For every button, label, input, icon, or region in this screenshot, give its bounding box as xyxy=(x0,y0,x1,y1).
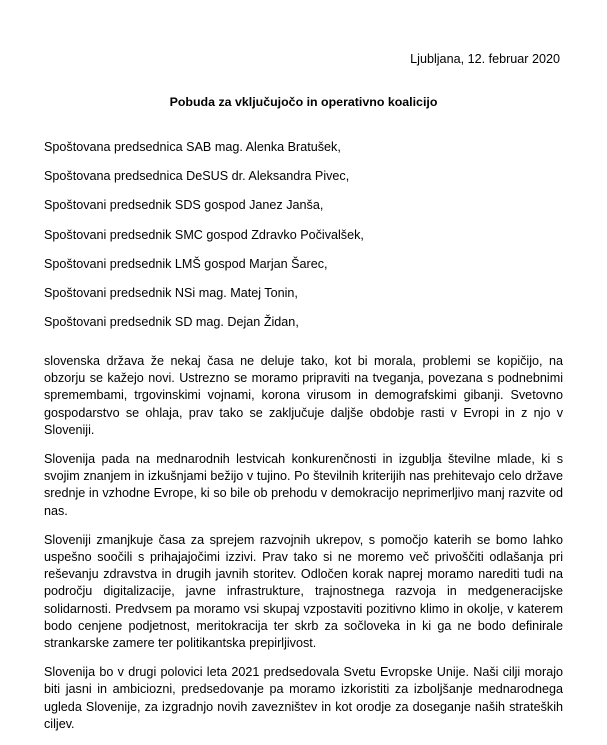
body-paragraph: slovenska država že nekaj časa ne deluje tako, kot bi morala, problemi se kopičijo, na obzorju se kažejo novi. Ustrezno se moramo pripraviti na tveganja, povezana s podnebnimi spremembami, trgovinskimi vojnami, korona virusom in demografskimi gibanji. Svetovno gospodarstvo se ohlaja, prav tako se zaključuje daljše obdobje rasti v Evropi in z njo v Sloveniji. xyxy=(44,354,563,437)
salutation-line: Spoštovani predsednik SD mag. Dejan Židan, xyxy=(44,315,299,330)
body-paragraph: Sloveniji zmanjkuje časa za sprejem razvojnih ukrepov, s pomočjo katerih se bomo lahko uspešno soočili s prihajajočimi izzivi. Prav tako si ne moremo več privoščiti odlašanja pri reševanju zdravstva in drugih javnih storitev. Odločen korak naprej moramo narediti tudi na področju digitalizacije, javne infrastrukture, trajnostnega razvoja in medgeneracijske solidarnosti. Predvsem pa moramo vsi skupaj vzpostaviti pozitivno klimo in okolje, v katerem bodo cenjene podjetnost, meritokracija ter skrb za sočloveka in ki ga ne bodo definirale strankarske zamere ter politikantska prepirljivost. xyxy=(44,532,563,651)
letter-body xyxy=(44,353,563,745)
salutation-list xyxy=(44,140,364,344)
body-paragraph: Slovenija bo v drugi polovici leta 2021 predsedovala Svetu Evropske Unije. Naši cilji morajo biti jasni in ambiciozni, predsedovanje pa moramo izkoristiti za izboljšanje mednarodnega ugleda Slovenije, za izgradnjo novih zavezništev in kot orodje za doseganje naših strateških ciljev. xyxy=(44,665,563,731)
salutation-line: Spoštovani predsednik SDS gospod Janez Janša, xyxy=(44,198,324,213)
letter-date: Ljubljana, 12. februar 2020 xyxy=(410,52,560,66)
salutation-line: Spoštovana predsednica SAB mag. Alenka Bratušek, xyxy=(44,140,341,154)
salutation-line: Spoštovani predsednik LMŠ gospod Marjan Šarec, xyxy=(44,256,328,271)
salutation-line: Spoštovani predsednik SMC gospod Zdravko Počivalšek, xyxy=(44,227,364,242)
salutation-line: Spoštovana predsednica DeSUS dr. Aleksandra Pivec, xyxy=(44,169,350,184)
body-paragraph: Slovenija pada na mednarodnih lestvicah konkurenčnosti in izgublja številne mlade, ki s svojim znanjem in izkušnjami bežijo v tujino. Po številnih kriterijih nas prehitevajo celo države srednje in vzhodne Evrope, ki so bile ob prehodu v demokracijo neprimerljivo manj razvite od nas. xyxy=(44,452,563,518)
salutation-line: Spoštovani predsednik NSi mag. Matej Tonin, xyxy=(44,285,298,300)
letter-title: Pobuda za vključujočo in operativno koalicijo xyxy=(169,95,438,109)
